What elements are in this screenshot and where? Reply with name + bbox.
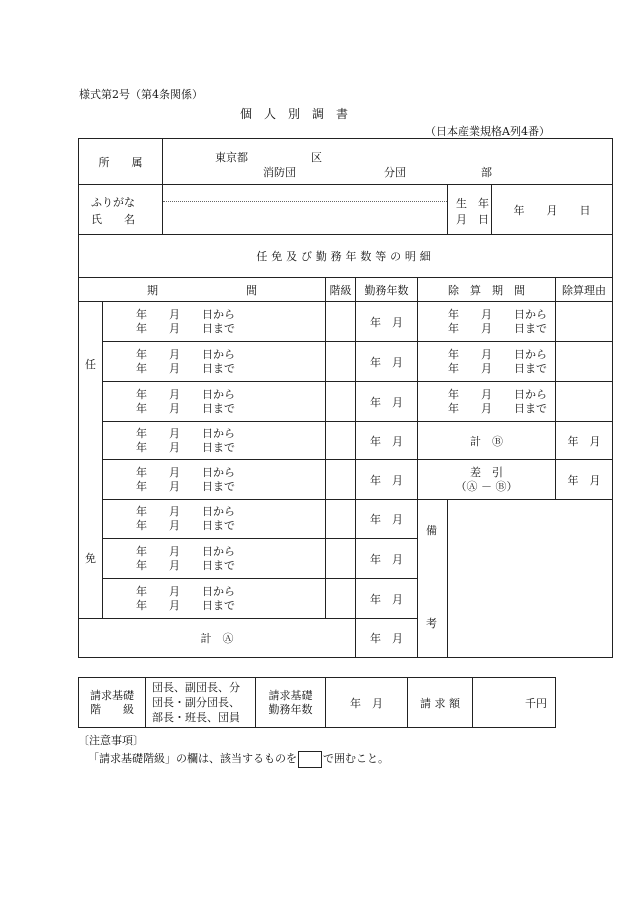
remarks-label-1: 備 — [426, 524, 437, 537]
exclusion-period-3[interactable]: 年 月 日から 年 月 日まで — [418, 382, 556, 422]
notes-text-2: で囲むこと。 — [323, 752, 389, 765]
claim-table — [78, 677, 556, 728]
service-period-1[interactable]: 年 月 日から 年 月 日まで — [103, 302, 326, 342]
service-period-4[interactable]: 年 月 日から 年 月 日まで — [103, 422, 326, 460]
rank-cell-2[interactable] — [326, 342, 356, 382]
notes-heading: 〔注意事項〕 — [78, 734, 144, 747]
years-cell-3[interactable]: 年 月 — [356, 382, 418, 422]
furigana-divider — [163, 201, 447, 202]
remarks-label-2: 考 — [426, 617, 437, 630]
years-cell-5[interactable]: 年 月 — [356, 460, 418, 500]
service-period-5[interactable]: 年 月 日から 年 月 日まで — [103, 460, 326, 500]
service-period-7[interactable]: 年 月 日から 年 月 日まで — [103, 539, 326, 579]
birth-label-2: 月 日 — [456, 213, 489, 226]
furigana-label: ふりがな — [91, 196, 135, 209]
affiliation-field[interactable] — [163, 139, 613, 185]
name-label-cell — [79, 185, 163, 235]
name-field[interactable] — [163, 185, 448, 235]
rank-cell-7[interactable] — [326, 539, 356, 579]
remarks-field[interactable] — [448, 500, 613, 658]
page-title: 個 人 別 調 書 — [240, 107, 349, 121]
men-label: 免 — [85, 552, 96, 565]
notes-text-1: 「請求基礎階級」の欄は、該当するものを — [88, 752, 297, 765]
service-period-6[interactable]: 年 月 日から 年 月 日まで — [103, 500, 326, 539]
years-cell-2[interactable]: 年 月 — [356, 342, 418, 382]
service-period-3[interactable]: 年 月 日から 年 月 日まで — [103, 382, 326, 422]
remarks-label-cell — [418, 500, 448, 658]
exclusion-reason-3[interactable] — [556, 382, 613, 422]
exclusion-period-2[interactable]: 年 月 日から 年 月 日まで — [418, 342, 556, 382]
years-cell-6[interactable]: 年 月 — [356, 500, 418, 539]
box-icon — [298, 751, 322, 768]
service-period-2[interactable]: 年 月 日から 年 月 日まで — [103, 342, 326, 382]
total-b-label: 計 Ⓑ — [418, 422, 556, 460]
total-a-label: 計 Ⓐ — [79, 619, 356, 658]
rank-cell-6[interactable] — [326, 500, 356, 539]
years-cell-8[interactable]: 年 月 — [356, 579, 418, 619]
exclusion-reason-1[interactable] — [556, 302, 613, 342]
header-exclusion-reason: 除算理由 — [556, 278, 613, 302]
shobodan-label: 消防団 — [263, 166, 296, 179]
tokyo-label: 東京都 — [215, 151, 248, 164]
header-exclusion-period: 除 算 期 間 — [418, 278, 556, 302]
form-number: 様式第2号（第4条関係） — [79, 88, 203, 101]
total-a-value[interactable]: 年 月 — [356, 619, 418, 658]
rank-cell-1[interactable] — [326, 302, 356, 342]
bundan-label: 分団 — [384, 166, 406, 179]
header-years: 勤務年数 — [356, 278, 418, 302]
rank-cell-4[interactable] — [326, 422, 356, 460]
rank-cell-8[interactable] — [326, 579, 356, 619]
main-form-table — [78, 138, 613, 658]
difference-value[interactable]: 年 月 — [556, 460, 613, 500]
standard-note: （日本産業規格A列4番） — [425, 125, 550, 138]
years-cell-7[interactable]: 年 月 — [356, 539, 418, 579]
birth-date-field[interactable]: 年 月 日 — [492, 185, 613, 235]
claim-years-label: 請求基礎 勤務年数 — [256, 678, 326, 728]
affiliation-label: 所 属 — [79, 139, 163, 185]
claim-amount-value[interactable]: 千円 — [473, 678, 556, 728]
total-b-value[interactable]: 年 月 — [556, 422, 613, 460]
bu-label: 部 — [481, 166, 492, 179]
exclusion-period-1[interactable]: 年 月 日から 年 月 日まで — [418, 302, 556, 342]
claim-amount-label: 請 求 額 — [408, 678, 473, 728]
ku-label: 区 — [311, 151, 322, 164]
birth-label-1: 生 年 — [456, 197, 489, 210]
header-period: 期 間 — [79, 278, 326, 302]
service-period-8[interactable]: 年 月 日から 年 月 日まで — [103, 579, 326, 619]
notes-text — [88, 750, 389, 768]
detail-title: 任免及び勤務年数等の明細 — [79, 235, 613, 278]
nin-men-column — [79, 302, 103, 619]
claim-rank-label: 請求基礎 階 級 — [79, 678, 146, 728]
nin-label: 任 — [85, 358, 96, 371]
exclusion-reason-2[interactable] — [556, 342, 613, 382]
birth-label-cell — [448, 185, 492, 235]
claim-years-value[interactable]: 年 月 — [326, 678, 408, 728]
difference-label: 差 引 （Ⓐ － Ⓑ） — [418, 460, 556, 500]
name-label: 氏 名 — [91, 213, 135, 226]
header-rank: 階級 — [326, 278, 356, 302]
rank-cell-3[interactable] — [326, 382, 356, 422]
years-cell-4[interactable]: 年 月 — [356, 422, 418, 460]
years-cell-1[interactable]: 年 月 — [356, 302, 418, 342]
rank-cell-5[interactable] — [326, 460, 356, 500]
claim-rank-options[interactable]: 団長、副団長、分 団長・副分団長、 部長・班長、団員 — [146, 678, 256, 728]
